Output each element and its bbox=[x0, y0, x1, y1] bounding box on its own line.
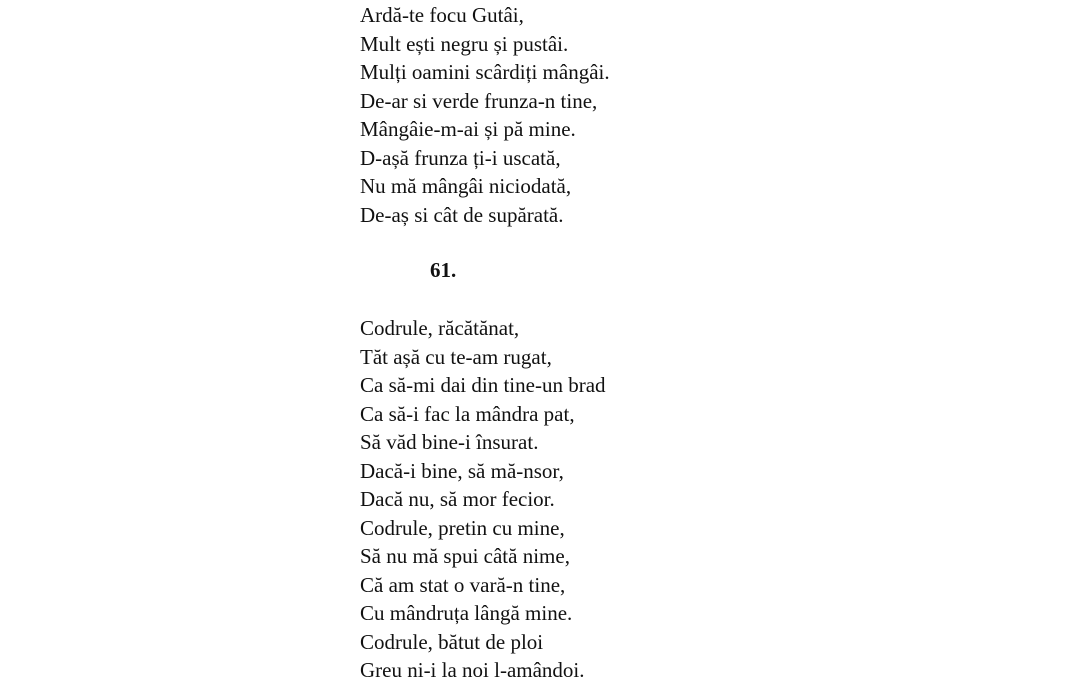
poem-line: Tăt așă cu te-am rugat, bbox=[360, 344, 552, 369]
poem-stanza-61 bbox=[360, 314, 606, 685]
poem-line: Ca să-mi dai din tine-un brad bbox=[360, 373, 606, 397]
poem-line: Nu mă mângâi niciodată, bbox=[360, 174, 572, 198]
poem-line: Să nu mă spui câtă nime, bbox=[360, 544, 570, 568]
poem-stanza-previous bbox=[360, 1, 610, 229]
poem-line: De-ar si verde frunza-n tine, bbox=[360, 88, 598, 113]
poem-line: Codrule, pretin cu mine, bbox=[360, 515, 565, 540]
poem-line: Că am stat o vară-n tine, bbox=[360, 572, 566, 597]
poem-line: Dacă-i bine, să mă-nsor, bbox=[360, 458, 564, 483]
poem-number-heading: 61. bbox=[430, 258, 457, 282]
poem-line: Cu mândruța lângă mine. bbox=[360, 601, 573, 625]
poem-line: Codrule, răcătănat, bbox=[360, 316, 520, 340]
poem-line: Ardă-te focu Gutâi, bbox=[360, 3, 524, 27]
poem-line: Codrule, bătut de ploi bbox=[360, 629, 544, 654]
poem-line: D-așă frunza ți-i uscată, bbox=[360, 145, 561, 170]
poem-line: Ca să-i fac la mândra pat, bbox=[360, 401, 575, 426]
poem-line: Greu ni-i la noi l-amândoi. bbox=[360, 658, 585, 682]
poem-line: De-aș si cât de supărată. bbox=[360, 202, 564, 227]
poem-line: Mângâie-m-ai și pă mine. bbox=[360, 117, 576, 141]
poem-line: Mulți oamini scârdiți mângâi. bbox=[360, 60, 610, 84]
poem-line: Mult ești negru și pustâi. bbox=[360, 31, 569, 56]
poem-line: Să văd bine-i însurat. bbox=[360, 430, 539, 454]
poem-line: Dacă nu, să mor fecior. bbox=[360, 487, 555, 511]
